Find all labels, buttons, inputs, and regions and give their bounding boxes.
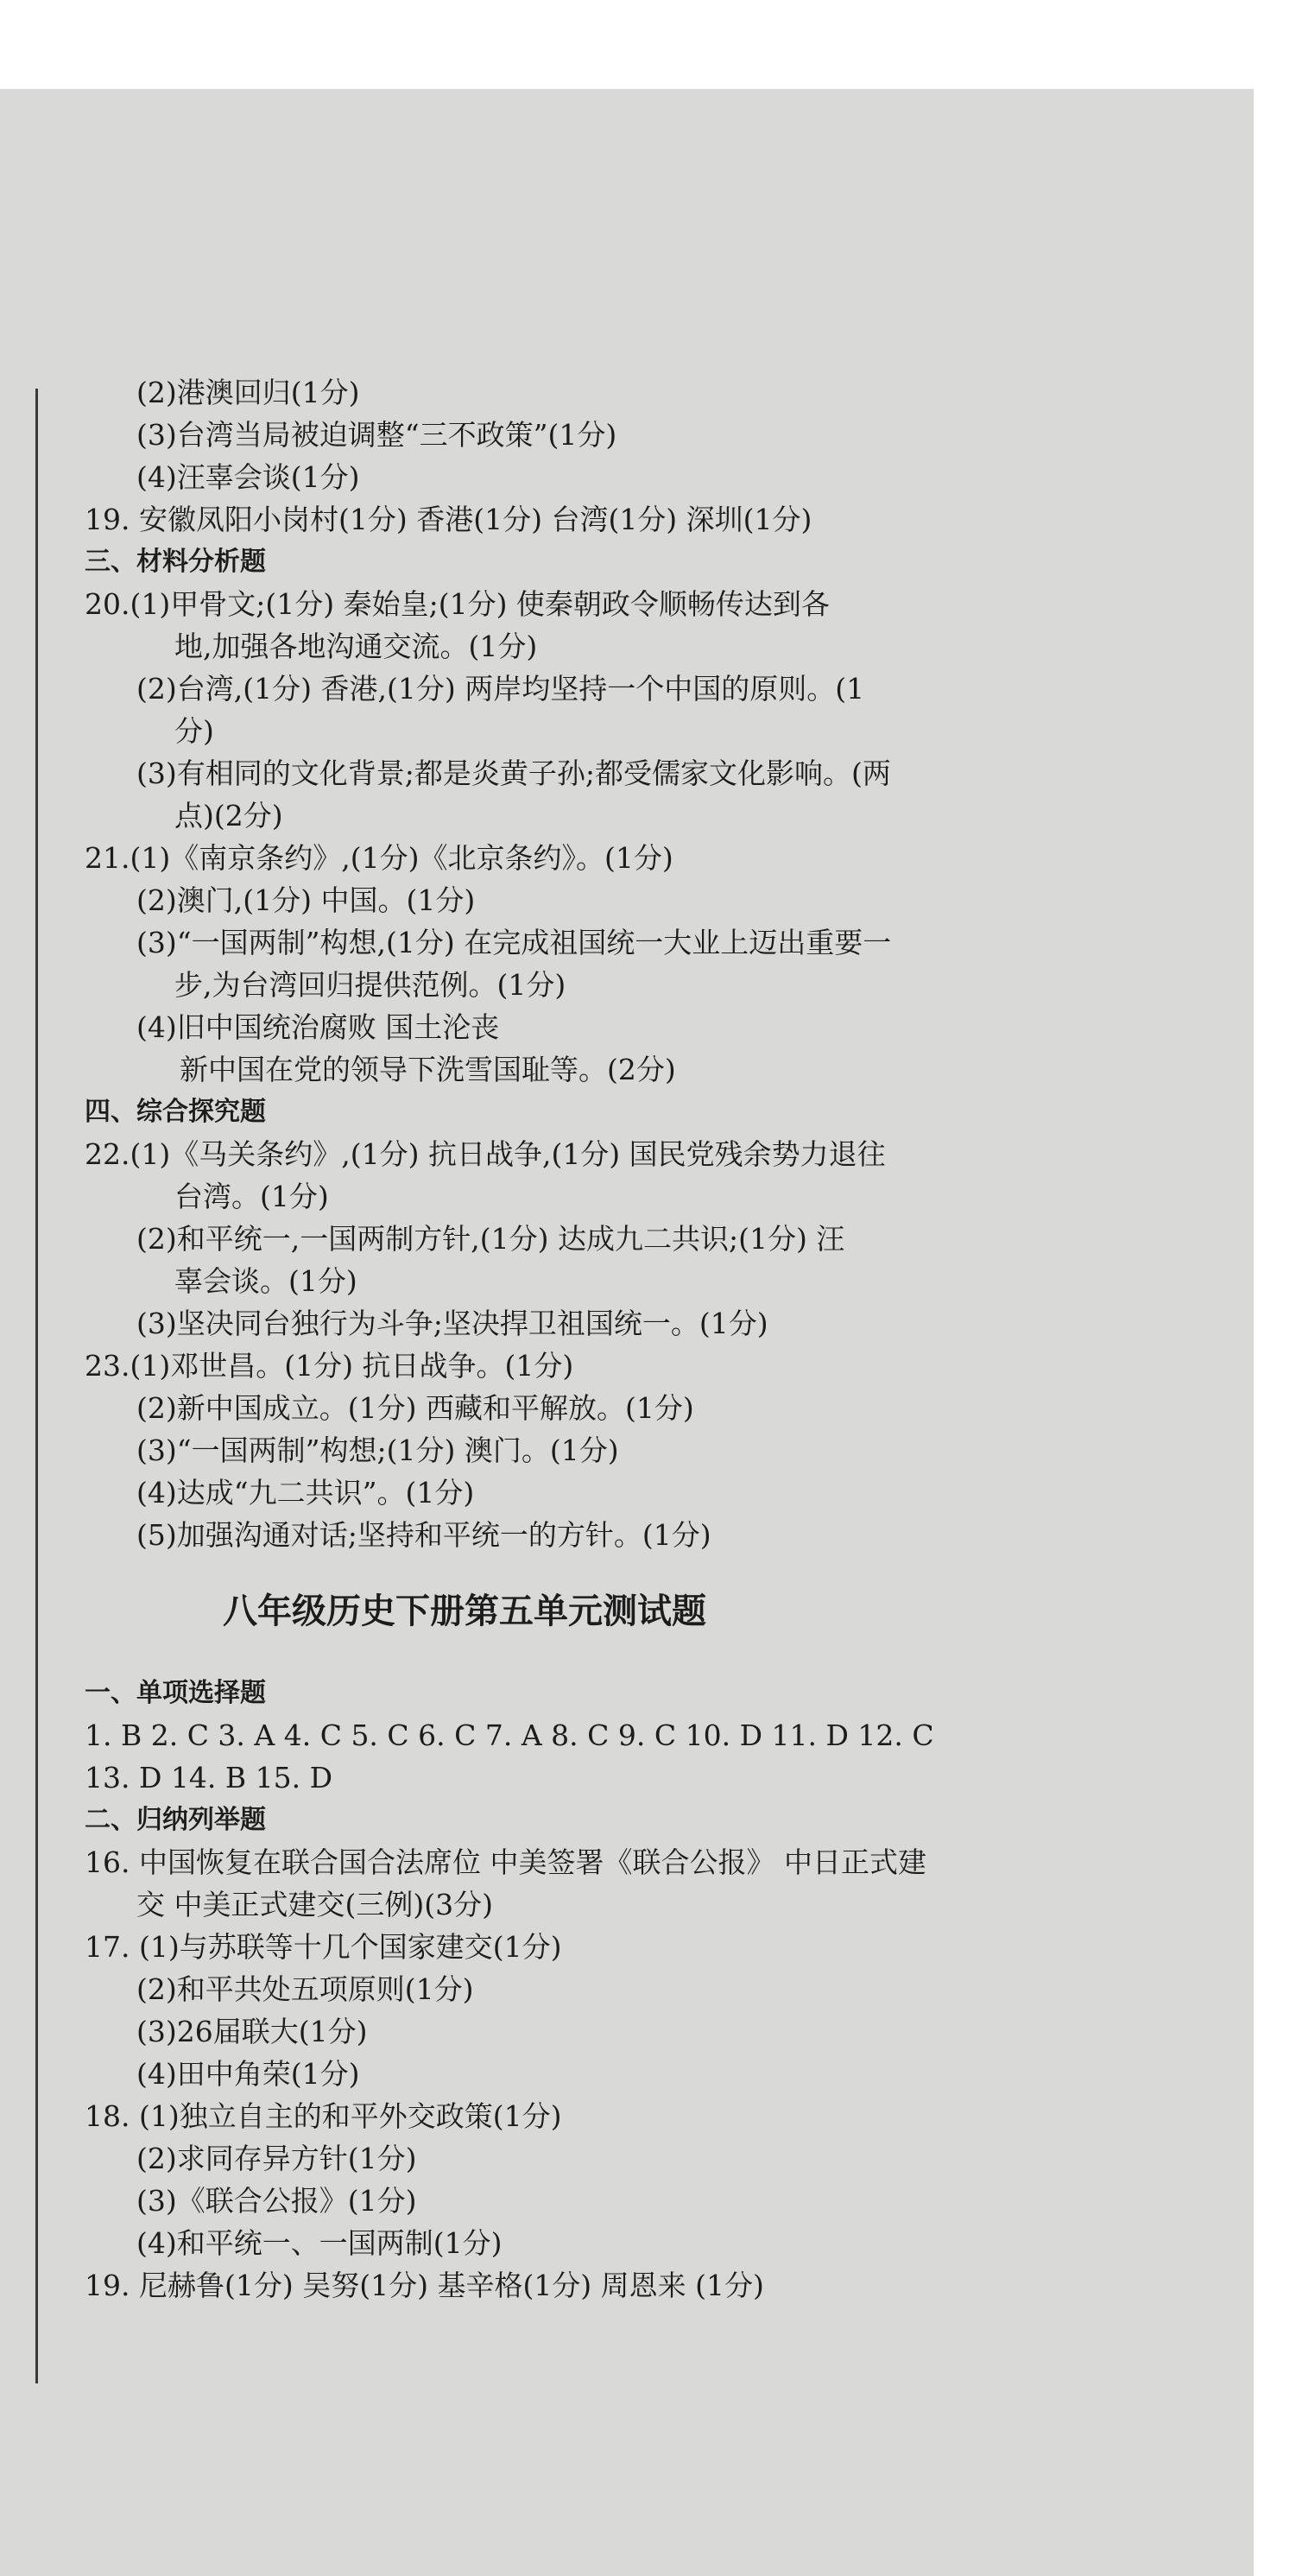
answer-line: (3)26届联大(1分) — [136, 2015, 368, 2048]
answer-line: (2)台湾,(1分) 香港,(1分) 两岸均坚持一个中国的原则。(1 — [136, 672, 865, 706]
answer-section-unit-five — [85, 1672, 1017, 2307]
answer-line: 步,为台湾回归提供范例。(1分) — [174, 968, 566, 1002]
answer-line: 13. D 14. B 15. D — [85, 1761, 333, 1794]
answer-line: (3)“一国两制”构想,(1分) 在完成祖国统一大业上迈出重要一 — [136, 926, 892, 959]
answer-line: (4)汪辜会谈(1分) — [136, 460, 360, 494]
answer-line: 19. 尼赫鲁(1分) 吴努(1分) 基辛格(1分) 周恩来 (1分) — [85, 2269, 764, 2302]
answer-line: (3)台湾当局被迫调整“三不政策”(1分) — [136, 418, 617, 452]
answer-line: 19. 安徽凤阳小岗村(1分) 香港(1分) 台湾(1分) 深圳(1分) — [85, 503, 812, 536]
answer-line: (3)《联合公报》(1分) — [136, 2184, 417, 2218]
answer-line: (2)新中国成立。(1分) 西藏和平解放。(1分) — [136, 1391, 694, 1425]
answer-key-content — [85, 371, 1017, 2307]
answer-line: 1. B 2. C 3. A 4. C 5. C 6. C 7. A 8. C 9. C 10. D 11. D 12. C — [85, 1718, 934, 1752]
answer-line: 22.(1)《马关条约》,(1分) 抗日战争,(1分) 国民党残余势力退往 — [85, 1137, 886, 1171]
answer-line: 21.(1)《南京条约》,(1分)《北京条约》。(1分) — [85, 841, 673, 875]
section-title: 八年级历史下册第五单元测试题 — [223, 1592, 706, 1631]
answer-line: (3)“一国两制”构想;(1分) 澳门。(1分) — [136, 1434, 619, 1467]
answer-line: 新中国在党的领导下洗雪国耻等。(2分) — [180, 1053, 676, 1086]
answer-line: 点)(2分) — [174, 799, 283, 832]
answer-line: (3)坚决同台独行为斗争;坚决捍卫祖国统一。(1分) — [136, 1307, 768, 1340]
answer-line: 交 中美正式建交(三例)(3分) — [136, 1888, 493, 1921]
answer-line: 23.(1)邓世昌。(1分) 抗日战争。(1分) — [85, 1349, 574, 1383]
section-heading: 四、综合探究题 — [85, 1097, 266, 1127]
answer-line: (2)港澳回归(1分) — [136, 376, 360, 409]
answer-line: (5)加强沟通对话;坚持和平统一的方针。(1分) — [136, 1518, 711, 1552]
answer-line: (2)求同存异方针(1分) — [136, 2142, 417, 2175]
answer-line: 20.(1)甲骨文;(1分) 秦始皇;(1分) 使秦朝政令顺畅传达到各 — [85, 587, 830, 621]
answer-line: 17. (1)与苏联等十几个国家建交(1分) — [85, 1930, 562, 1964]
answer-line: 18. (1)独立自主的和平外交政策(1分) — [85, 2099, 562, 2133]
left-margin-rule — [35, 389, 38, 2383]
answer-line: 地,加强各地沟通交流。(1分) — [174, 630, 538, 663]
answer-line: (3)有相同的文化背景;都是炎黄子孙;都受儒家文化影响。(两 — [136, 756, 891, 790]
section-heading: 二、归纳列举题 — [85, 1805, 266, 1835]
answer-line: 辜会谈。(1分) — [174, 1264, 357, 1298]
answer-section-previous-unit — [85, 371, 1017, 1556]
answer-line: (4)旧中国统治腐败 国土沦丧 — [136, 1010, 500, 1044]
answer-line: 台湾。(1分) — [174, 1180, 329, 1213]
answer-line: 分) — [174, 714, 214, 748]
answer-line: (4)田中角荣(1分) — [136, 2057, 360, 2091]
answer-line: (2)和平共处五项原则(1分) — [136, 1972, 474, 2006]
answer-line: (2)和平统一,一国两制方针,(1分) 达成九二共识;(1分) 汪 — [136, 1222, 845, 1256]
answer-line: 16. 中国恢复在联合国合法席位 中美签署《联合公报》 中日正式建 — [85, 1845, 926, 1879]
section-heading: 三、材料分析题 — [85, 547, 266, 577]
answer-line: (2)澳门,(1分) 中国。(1分) — [136, 883, 476, 917]
answer-line: (4)达成“九二共识”。(1分) — [136, 1476, 475, 1510]
section-heading: 一、单项选择题 — [85, 1678, 266, 1708]
answer-line: (4)和平统一、一国两制(1分) — [136, 2226, 503, 2260]
